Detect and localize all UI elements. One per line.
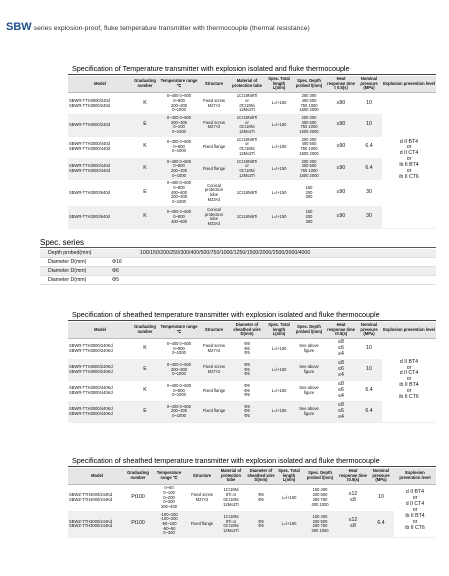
header-text: series explosion-proof, fluke temperature transmitter with thermocouple (thermal resistance) <box>33 25 310 32</box>
section1-title: Specification of Temperature transmitter with explosion isolated and fluke thermocouple <box>72 64 350 73</box>
table-row <box>68 93 436 115</box>
table-cell: ≤8 ≤6 ≤4 <box>326 339 356 360</box>
table-cell: L=l+150 <box>266 360 292 381</box>
column-header: Structure <box>188 468 216 485</box>
table-cell: SBWR-TTH3000/640d <box>68 180 132 207</box>
spec-series-rule <box>40 247 436 248</box>
table-row <box>68 158 436 180</box>
table-cell: Φ8 Φ6 Φ5 <box>228 401 266 422</box>
column-header: Temperature range ℃ <box>150 468 188 485</box>
table-cell: SBWR-TTH3000/640d <box>68 206 132 228</box>
spec-series-value: Φ5 <box>112 277 120 283</box>
table-cell: SBWR-TTH3000/240Kd SBWR-TTH3000/240Kd <box>68 360 132 381</box>
column-header: Heat response time τ 0.5(s) <box>326 76 356 93</box>
table-cell: 200 300 400 500 750 1000 1500 2000 <box>292 93 326 115</box>
table-cell: Conical protection tube M33×2 <box>200 206 228 228</box>
table-cell: K <box>132 136 158 158</box>
spec-series-value: 100/150/200/250/300/400/500/750/1000/1250/1500/2000/2500/3000/4000 <box>140 250 311 256</box>
column-header: Explosion prevention level <box>382 76 436 93</box>
table-cell: 0~400 0~600 0~800 0~1000 <box>158 380 200 401</box>
table-cell: 0~400 0~600 0~800 400~600 200~300 0~1000 <box>158 180 200 207</box>
table-cell: 200 300 400 500 750 1000 1500 2000 <box>292 136 326 158</box>
table-cell: 10 <box>356 360 382 381</box>
table-row <box>68 485 436 512</box>
table-cell: SBWR-TTH3000/440Kd SBWR-TTH3000/440Kd <box>68 401 132 422</box>
spec-series-value: Φ16 <box>112 259 122 265</box>
spec-series-label: Depth probed(mm) <box>48 250 92 256</box>
table-cell: ≤8 ≤6 ≤4 <box>326 360 356 381</box>
table-cell: 150 200 300 <box>292 180 326 207</box>
table-cell: SBWZ-TTH3000/244Kd SBWZ-TTH3000/244Kd <box>68 485 126 512</box>
column-header: Spec. Depth probed l(mm) <box>292 76 326 93</box>
column-header: Spec. Depth probed l(mm) <box>292 322 326 339</box>
table-row <box>68 511 436 538</box>
table-cell: 1Cr18Ni9Ti or 0Cr18Ni 12Mo2Ti <box>228 136 266 158</box>
column-header: Nominal pressure (MPa) <box>368 468 394 485</box>
section3-title: Specification of sheathed temperature transmitter with explosion isolated and fluke thermocouple <box>72 456 380 465</box>
column-header: Material of protection tube <box>216 468 246 485</box>
column-header: Spec. Total length L(mm) <box>266 76 292 93</box>
table-cell: 0~400 0~600 200~300 0~100 0~1000 <box>158 114 200 136</box>
table-cell: Φ8 Φ6 Φ5 <box>228 360 266 381</box>
table-cell: Fixed screw M27×2 <box>200 114 228 136</box>
spec-series-row <box>40 276 436 285</box>
column-header: Model <box>68 468 126 485</box>
table-cell: 1Cr18Ni9Ti or 0Cr18Ni 12Mo2Ti <box>228 158 266 180</box>
table-cell: 1Cr18Ni9Ti <box>228 180 266 207</box>
table-cell: K <box>132 93 158 115</box>
table-cell: 0~50 0~100 0~200 0~300 200~400 <box>150 485 188 512</box>
explosion-level-cell: d II BT4 or d II CT4 or ib II BT4 or ib II CT6 <box>382 339 436 423</box>
table-cell: Φ6 Φ5 <box>246 511 276 538</box>
table-cell: SBWR-TTH3000/240d <box>68 114 132 136</box>
table-cell: 30 <box>356 180 382 207</box>
table-cell: 10 <box>356 93 382 115</box>
table-cell: Fixed screw M27×2 <box>200 339 228 360</box>
table-cell: 6.4 <box>356 136 382 158</box>
table-cell: Conical protection tube M33×2 <box>200 180 228 207</box>
table-cell: L=l+150 <box>266 158 292 180</box>
table-cell: Pt100 <box>126 511 150 538</box>
table-cell: L=l+150 <box>276 485 302 512</box>
table-cell: 10 <box>356 114 382 136</box>
column-header: Nominal pressure (MPa) <box>356 322 382 339</box>
table-cell: L=l+150 <box>266 180 292 207</box>
table-cell: Fixed screw M27×2 <box>200 93 228 115</box>
table-cell: 30 <box>356 206 382 228</box>
table-cell: L=l+150 <box>266 206 292 228</box>
table-cell: SBWR-TTH3000/440Kd SBWR-TTH3000/440Kd <box>68 380 132 401</box>
column-header: Heat response time τ0.5(s) <box>338 468 368 485</box>
table-cell: Fixed flange <box>188 511 216 538</box>
column-header: Explosion prevention level <box>394 468 436 485</box>
table-cell: SBWR-TTH3000/440d SBWR-TTH3000/440d <box>68 136 132 158</box>
table-cell: E <box>132 360 158 381</box>
spec-series-row <box>40 267 436 276</box>
table-row <box>68 360 436 381</box>
table-cell: 150 400 200 500 250 750 300 1000 <box>302 485 338 512</box>
table-cell: Fixed screw M27×2 <box>200 360 228 381</box>
brand-label: SBW <box>6 21 32 33</box>
table-cell: L=l+150 <box>266 114 292 136</box>
column-header: Material of protection tube <box>228 76 266 93</box>
column-header: Graduating number <box>132 322 158 339</box>
table-cell: See above figure <box>292 380 326 401</box>
column-header: Explosion prevention level <box>382 322 436 339</box>
spec-series-label: Diameter D(mm) <box>48 259 87 265</box>
table-cell: 1Cr18Ni 9Ti or 0Cr18Ni 12Mo2Ti <box>216 485 246 512</box>
table-cell: Fixed flange <box>200 401 228 422</box>
explosion-level-cell: d II BT4 or d II CT4 or ib II BT4 or ib II CT6 <box>394 485 436 538</box>
table-cell: 1Cr18Ni9Ti or 0Cr18Ni 12Mo2Ti <box>228 114 266 136</box>
table-cell: ≤8 ≤6 ≤4 <box>326 401 356 422</box>
spec-series-label: Diameter D(mm) <box>48 268 87 274</box>
table-row <box>68 380 436 401</box>
table-cell: ≤12 ≤8 <box>338 485 368 512</box>
table-cell: Fixed flange <box>200 158 228 180</box>
column-header: Graduating number <box>126 468 150 485</box>
table-cell: Φ8 Φ6 Φ5 <box>228 380 266 401</box>
table-cell: Fixed screw M27×2 <box>188 485 216 512</box>
column-header: Spec. Total length L(mm) <box>266 322 292 339</box>
table-row <box>68 401 436 422</box>
page-header <box>6 21 310 33</box>
table-cell: L=l+150 <box>266 93 292 115</box>
spec-series-title: Spec. series <box>40 238 85 247</box>
table-cell: ≤90 <box>326 180 356 207</box>
table-cell: ≤8 ≤6 ≤4 <box>326 380 356 401</box>
section3-rule <box>68 466 436 467</box>
table-cell: SBWR-TTH3000/240Kd SBWR-TTH3000/240Kd <box>68 339 132 360</box>
table-cell: E <box>132 114 158 136</box>
table-cell: ≤90 <box>326 93 356 115</box>
table-cell: 0~400 0~600 0~800 200~300 0~1000 <box>158 158 200 180</box>
table-cell: -100~100 -100~200 -50~100 -50~50 0~300 <box>150 511 188 538</box>
table-cell: L=l+150 <box>266 401 292 422</box>
column-header: Spec. Depth probed l(mm) <box>302 468 338 485</box>
table-cell: L=l+150 <box>266 136 292 158</box>
table-cell: 6.4 <box>356 401 382 422</box>
table-row <box>68 180 436 207</box>
section2-table <box>68 322 436 423</box>
spec-series-value: Φ6 <box>112 268 120 274</box>
table-cell: SBWR-TTH3000/440d SBWR-TTH3000/440d <box>68 158 132 180</box>
table-row <box>68 136 436 158</box>
table-cell: 1Cr18Ni9Ti <box>228 206 266 228</box>
table-cell: Fixed flange <box>200 136 228 158</box>
table-cell: K <box>132 380 158 401</box>
table-cell: See above figure <box>292 339 326 360</box>
table-cell: 10 <box>368 485 394 512</box>
table-cell: E <box>132 401 158 422</box>
table-cell: 6.4 <box>368 511 394 538</box>
table-cell: 200 300 400 500 750 1000 1500 2000 <box>292 114 326 136</box>
table-cell: ≤90 <box>326 206 356 228</box>
column-header: Diameter of sheathed wire D(mm) <box>228 322 266 339</box>
table-cell: L=l+150 <box>266 339 292 360</box>
table-cell: 1Cr18Ni9Ti or 0Cr18Ni 12Mo2Ti <box>228 93 266 115</box>
table-cell: 0~400 0~600 200~300 0~1000 <box>158 360 200 381</box>
table-cell: K <box>132 339 158 360</box>
table-row <box>68 114 436 136</box>
table-cell: 0~400 0~600 0~800 200~300 0~1000 <box>158 93 200 115</box>
column-header: Model <box>68 322 132 339</box>
table-cell: L=l+150 <box>276 511 302 538</box>
table-cell: 1Cr18Ni 9Ti or 0Cr18Ni 12Mo2Ti <box>216 511 246 538</box>
section2-title: Specification of sheathed temperature transmitter with explosion isolated and fluke thermocouple <box>72 310 380 319</box>
column-header: Structure <box>200 322 228 339</box>
table-cell: Φ6 Φ5 <box>246 485 276 512</box>
table-cell: ≤90 <box>326 136 356 158</box>
table-cell: Fixed flange <box>200 380 228 401</box>
column-header: Model <box>68 76 132 93</box>
table-cell: SBWZ-TTH3000/444Kd SBWZ-TTH3000/444Kd <box>68 511 126 538</box>
table-cell: See above figure <box>292 360 326 381</box>
column-header: Diameter of sheathed wire D(mm) <box>246 468 276 485</box>
table-cell: K <box>132 206 158 228</box>
column-header: Spec. Total length L(mm) <box>276 468 302 485</box>
table-cell: SBWR-TTH3000/240d SBWR-TTH3000/240d <box>68 93 132 115</box>
table-cell: K <box>132 158 158 180</box>
table-cell: ≤12 ≤8 <box>338 511 368 538</box>
section1-rule <box>68 74 436 75</box>
table-cell: L=l+150 <box>266 380 292 401</box>
spec-series-row <box>40 249 436 258</box>
table-row <box>68 206 436 228</box>
table-cell: See above figure <box>292 401 326 422</box>
column-header: Temperature range ℃ <box>158 76 200 93</box>
table-cell: 0~400 0~600 200~300 0~1000 <box>158 401 200 422</box>
explosion-level-cell: d II BT4 or d II CT4 or ib II BT4 or ib II CT6 <box>382 93 436 229</box>
table-row <box>68 339 436 360</box>
table-cell: ≤90 <box>326 158 356 180</box>
table-cell: 150 400 200 500 250 750 300 1000 <box>302 511 338 538</box>
table-cell: Pt100 <box>126 485 150 512</box>
table-cell: 200 300 400 500 750 1000 1500 2000 <box>292 158 326 180</box>
table-cell: Φ8 Φ6 Φ5 <box>228 339 266 360</box>
section1-table <box>68 76 436 229</box>
column-header: Nominal pressure (MPa) <box>356 76 382 93</box>
spec-series-row <box>40 258 436 267</box>
section3-table <box>68 468 436 538</box>
table-cell: 0~400 0~600 0~800 0~1000 <box>158 339 200 360</box>
section2-rule <box>68 320 436 321</box>
column-header: Graduating number <box>132 76 158 93</box>
table-cell: ≤90 <box>326 114 356 136</box>
table-cell: 150 200 300 <box>292 206 326 228</box>
spec-series-label: Diameter D(mm) <box>48 277 87 283</box>
table-cell: 6.4 <box>356 158 382 180</box>
table-cell: 0~400 0~600 0~800 0~1000 <box>158 136 200 158</box>
table-cell: 0~400 0~600 0~800 400~600 <box>158 206 200 228</box>
table-cell: 10 <box>356 339 382 360</box>
column-header: Structure <box>200 76 228 93</box>
column-header: Heat response time τ0.5(s) <box>326 322 356 339</box>
table-cell: E <box>132 180 158 207</box>
table-cell: 6.4 <box>356 380 382 401</box>
column-header: Temperature range ℃ <box>158 322 200 339</box>
